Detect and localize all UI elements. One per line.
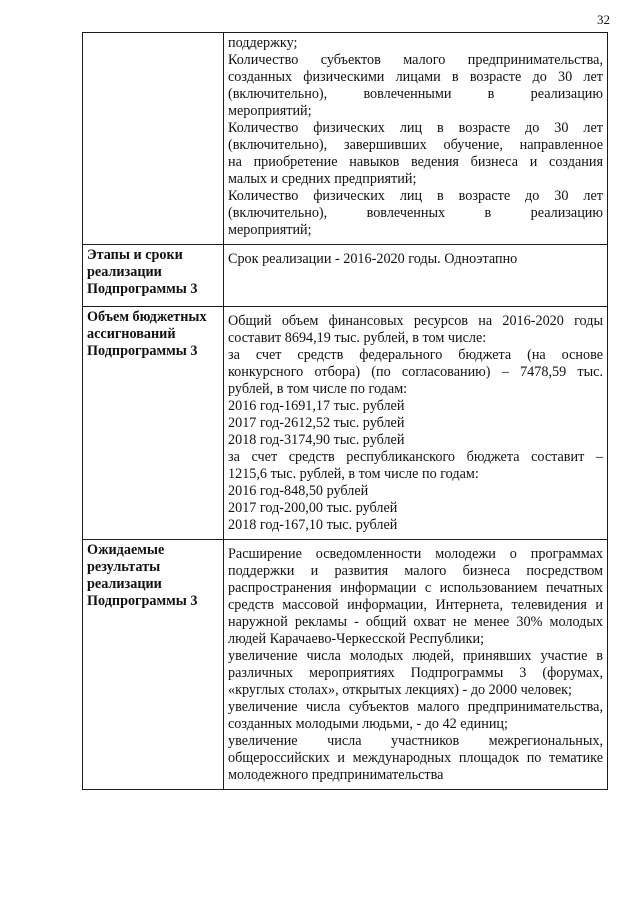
budget-text-line: Общий объем финансовых ресурсов на 2016-2020 годы [228, 313, 603, 329]
results-text-line: наружной рекламы - общий охват не менее 30% молодых [228, 614, 603, 630]
results-text-line: созданных молодыми людьми, - до 42 единиц; [228, 716, 508, 732]
results-text-line: различных мероприятиях Подпрограммы 3 (форумах, [228, 665, 603, 681]
indicator-text-line: поддержку; [228, 35, 298, 51]
table-row-indicators [83, 33, 608, 245]
indicator-text-line: Количество физических лиц в возрасте до 30 лет [228, 188, 603, 204]
budget-text-line: за счет средств федерального бюджета (на основе [228, 347, 603, 363]
results-text-line: увеличение числа участников межрегиональных, [228, 733, 603, 749]
budget-year-line: 2016 год-848,50 рублей [228, 483, 369, 499]
results-text-line: увеличение числа молодых людей, принявших участие в [228, 648, 603, 664]
table-row-results [83, 540, 608, 790]
budget-text-line: рублей, в том числе по годам: [228, 381, 408, 397]
indicator-text-line: (включительно), завершивших обучение, направленное [228, 137, 603, 153]
budget-year-line: 2017 год-200,00 тыс. рублей [228, 500, 398, 516]
stages-cell [224, 245, 608, 307]
row-label-stages: Этапы и сроки реализации Подпрограммы 3 [83, 245, 224, 307]
indicator-text-line: малых и средних предприятий; [228, 171, 417, 187]
budget-text-line: конкурсного отбора) (по согласованию) – 7478,59 тыс. [228, 364, 603, 380]
results-text-line: средств массовой информации, Интернета, телевидения и [228, 597, 603, 613]
results-text-line: увеличение числа субъектов малого предпринимательства, [228, 699, 603, 715]
row-label-budget: Объем бюджетных ассигнований Подпрограммы 3 [83, 307, 224, 540]
budget-cell [224, 307, 608, 540]
results-text-line: людей Карачаево-Черкесской Республики; [228, 631, 485, 647]
indicator-text-line: мероприятий; [228, 103, 312, 119]
passport-table [82, 32, 608, 790]
indicator-text-line: (включительно), вовлеченными в реализацию [228, 86, 603, 102]
row-label-results: Ожидаемые результаты реализации Подпрограммы 3 [83, 540, 224, 790]
results-text-line: распространения информации с использованием печатных [228, 580, 603, 596]
indicator-text-line: (включительно), вовлеченных в реализацию [228, 205, 603, 221]
budget-text-line: 1215,6 тыс. рублей, в том числе по годам: [228, 466, 479, 482]
indicator-text-line: на приобретение навыков ведения бизнеса и создания [228, 154, 603, 170]
results-text-line: молодежного предпринимательства [228, 767, 444, 783]
indicators-cell [224, 33, 608, 245]
results-text-line: Расширение осведомленности молодежи о программах [228, 546, 603, 562]
budget-year-line: 2018 год-3174,90 тыс. рублей [228, 432, 405, 448]
budget-text-line: составит 8694,19 тыс. рублей, в том числе: [228, 330, 487, 346]
table-row-budget [83, 307, 608, 540]
indicator-text-line: созданных физическими лицами в возрасте до 30 лет [228, 69, 603, 85]
budget-year-line: 2017 год-2612,52 тыс. рублей [228, 415, 405, 431]
page-number: 32 [597, 12, 610, 27]
indicator-text-line: Количество субъектов малого предпринимательства, [228, 52, 603, 68]
budget-year-line: 2018 год-167,10 тыс. рублей [228, 517, 398, 533]
table-row-stages [83, 245, 608, 307]
budget-text-line: за счет средств республиканского бюджета составит – [228, 449, 603, 465]
stages-text: Срок реализации - 2016-2020 годы. Одноэтапно [228, 251, 518, 267]
budget-year-line: 2016 год-1691,17 тыс. рублей [228, 398, 405, 414]
results-cell [224, 540, 608, 790]
row-label-empty [83, 33, 224, 245]
indicator-text-line: Количество физических лиц в возрасте до 30 лет [228, 120, 603, 136]
indicator-text-line: мероприятий; [228, 222, 312, 238]
results-text-line: поддержки и развития малого бизнеса посредством [228, 563, 603, 579]
results-text-line: «круглых столах», открытых лекциях) - до 2000 человек; [228, 682, 572, 698]
results-text-line: общероссийских и международных площадок по тематике [228, 750, 603, 766]
